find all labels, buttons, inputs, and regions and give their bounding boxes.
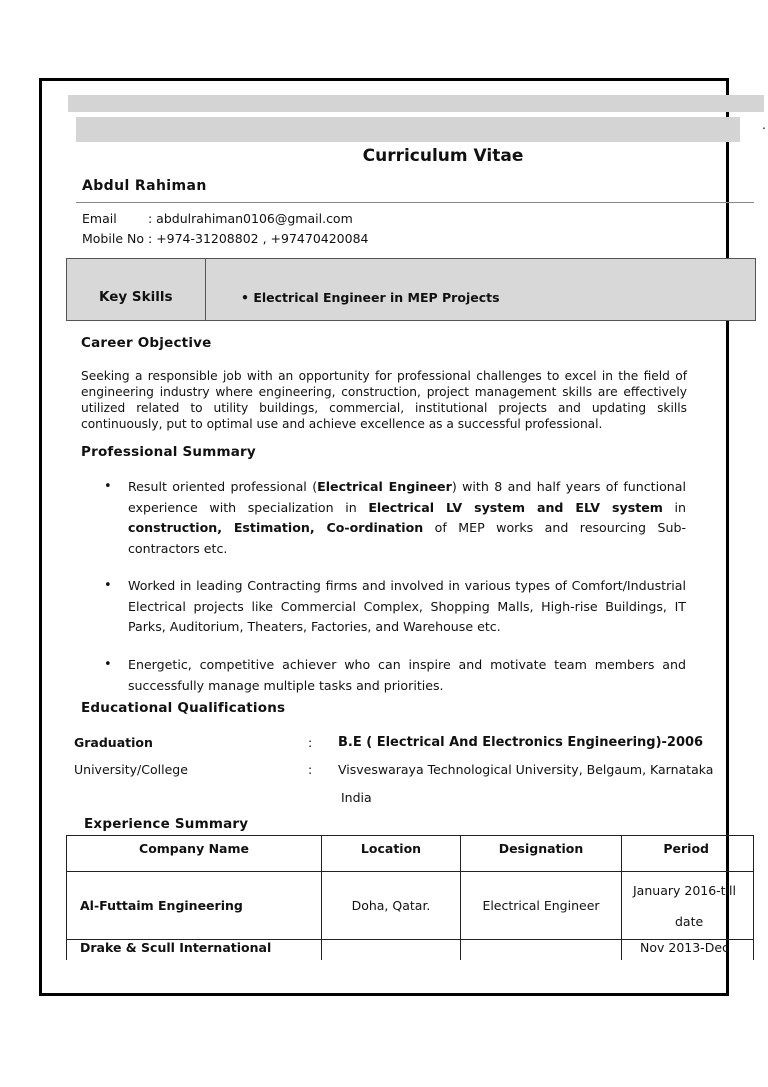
experience-heading: Experience Summary <box>84 816 249 832</box>
mobile-value: : +974-31208802 , +97470420084 <box>147 231 369 246</box>
experience-table <box>66 835 754 959</box>
period-text: date <box>675 913 704 929</box>
candidate-name: Abdul Rahiman <box>82 178 207 194</box>
divider <box>76 202 754 203</box>
table-row <box>67 872 754 940</box>
table-header-row <box>67 836 754 872</box>
summary-text: ) with 8 and half years of functional experience with specialization in <box>128 479 686 515</box>
designation-cell <box>461 940 622 960</box>
mobile-label: Mobile No <box>82 231 144 246</box>
location-cell: Doha, Qatar. <box>322 872 461 940</box>
email-value: : abdulrahiman0106@gmail.com <box>148 211 353 226</box>
bullet-icon: • <box>104 657 112 672</box>
column-header-period: Period <box>622 836 754 872</box>
key-skills-divider <box>205 259 206 320</box>
location-cell <box>322 940 461 960</box>
career-objective-heading: Career Objective <box>81 335 212 351</box>
university-value: Visveswaraya Technological University, Belgaum, Karnataka <box>338 762 714 777</box>
summary-bullet-3: Energetic, competitive achiever who can inspire and motivate team members and successfully manage multiple tasks and priorities. <box>128 657 686 693</box>
summary-emphasis: construction, Estimation, Co-ordination <box>128 520 424 535</box>
table-row <box>67 940 754 960</box>
period-cell: Nov 2013-Dec <box>622 940 754 960</box>
key-skills-value: • Electrical Engineer in MEP Projects <box>241 290 500 305</box>
professional-summary-heading: Professional Summary <box>81 444 256 460</box>
company-cell: Drake & Scull International <box>67 940 322 960</box>
summary-bullet-2: Worked in leading Contracting firms and involved in various types of Comfort/Industrial Electrical projects like Commercial Complex, Shopping Malls, High-rise Buildings, IT Parks, Auditorium, Theaters, Factories, and Warehouse etc. <box>128 578 686 634</box>
bullet-icon: • <box>104 479 112 494</box>
bullet-icon: • <box>104 578 112 593</box>
period-cell <box>622 872 754 940</box>
education-heading: Educational Qualifications <box>81 700 286 716</box>
summary-text: in <box>662 499 687 515</box>
column-header-location: Location <box>322 836 461 872</box>
career-objective-text: Seeking a responsible job with an opportunity for professional challenges to excel in the field of engineering industry where engineering, construction, project management skills are effectively utilized related to utility buildings, commercial, institutional projects and updating skills continuously, put to optimal use and achieve excellence as a successful professional. <box>81 369 687 431</box>
university-label: University/College <box>74 762 188 777</box>
graduation-label: Graduation <box>74 735 153 750</box>
university-value-line-2: India <box>341 790 372 805</box>
period-text: January 2016-till <box>633 882 737 898</box>
column-header-company: Company Name <box>67 836 322 872</box>
email-label: Email <box>82 211 117 226</box>
key-skills-label: Key Skills <box>99 289 173 305</box>
key-skills-box <box>66 258 756 321</box>
mobile-line <box>82 231 369 246</box>
summary-emphasis: Electrical Engineer <box>317 479 452 494</box>
document-title: Curriculum Vitae <box>362 146 524 166</box>
summary-text: Result oriented professional ( <box>128 479 318 494</box>
stray-dot: . <box>762 118 766 132</box>
graduation-value: B.E ( Electrical And Electronics Engineering)-2006 <box>338 735 704 750</box>
summary-emphasis: Electrical LV system and ELV system <box>368 499 663 515</box>
designation-cell: Electrical Engineer <box>461 872 622 940</box>
header-shade-bar-2 <box>76 117 740 142</box>
graduation-colon: : <box>308 735 313 750</box>
column-header-designation: Designation <box>461 836 622 872</box>
summary-bullet-1 <box>128 477 686 559</box>
email-line <box>82 211 353 226</box>
header-shade-bar <box>68 95 764 112</box>
company-cell: Al-Futtaim Engineering <box>67 872 322 940</box>
university-colon: : <box>308 762 313 777</box>
summary-text: of MEP works and resourcing Sub-contractors etc. <box>128 520 686 556</box>
